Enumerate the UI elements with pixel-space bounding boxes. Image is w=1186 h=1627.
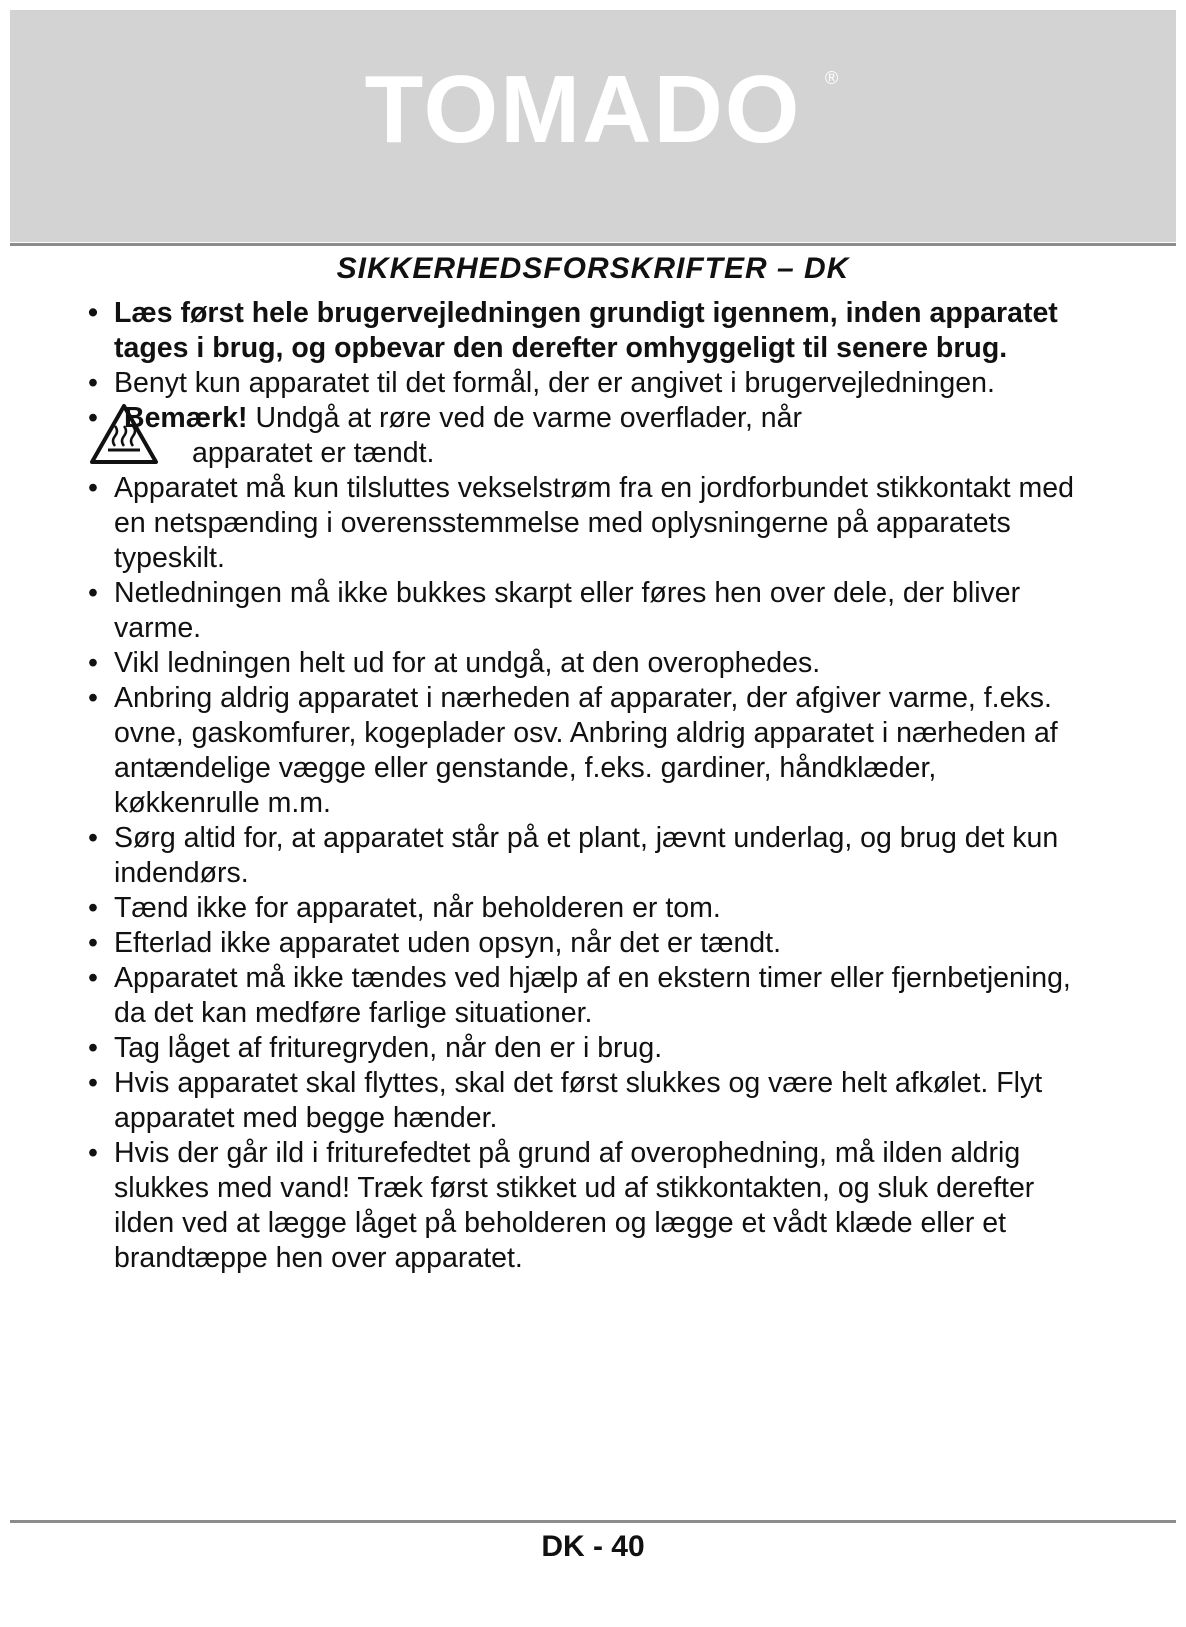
item-text: Sørg altid for, at apparatet står på et plant, jævnt underlag, og brug det kun indendørs.	[114, 822, 1059, 889]
bullet: •	[88, 647, 98, 679]
bullet: •	[88, 892, 98, 924]
bullet: •	[88, 682, 98, 714]
list-item	[88, 681, 1088, 821]
item-text: Apparatet må kun tilsluttes vekselstrøm fra en jordforbundet stikkontakt med en netspænding i overensstemmelse med oplysningerne på apparatets typeskilt.	[114, 472, 1074, 574]
list-item	[88, 1031, 1088, 1066]
list-item	[88, 646, 1088, 681]
brand-name: TOMADO	[364, 56, 802, 163]
item-text: Hvis apparatet skal flyttes, skal det først slukkes og være helt afkølet. Flyt apparatet med begge hænder.	[114, 1067, 1043, 1134]
item-text: Tag låget af frituregryden, når den er i brug.	[114, 1032, 663, 1064]
list-item	[88, 926, 1088, 961]
list-item	[88, 471, 1088, 576]
list-item	[88, 296, 1088, 366]
brand-logo	[10, 0, 1176, 232]
header-divider	[10, 243, 1176, 246]
section-title: SIKKERHEDSFORSKRIFTER – DK	[336, 252, 850, 285]
hot-surface-warning-icon	[88, 402, 160, 466]
item-text: Tænd ikke for apparatet, når beholderen er tom.	[114, 892, 721, 924]
item-text: Hvis der går ild i friturefedtet på grund af overophedning, må ilden aldrig slukkes med vand! Træk først stikket ud af stikkontakten, og sluk derefter ilden ved at lægge låget på beholderen og lægge et vådt klæde eller et brandtæppe hen over apparatet.	[114, 1137, 1035, 1274]
bullet: •	[88, 1067, 98, 1099]
bullet: •	[88, 822, 98, 854]
item-text: Efterlad ikke apparatet uden opsyn, når det er tændt.	[114, 927, 781, 959]
bullet: •	[88, 367, 98, 399]
warning-continuation: apparatet er tændt.	[192, 437, 435, 469]
item-text: Læs først hele brugervejledningen grundigt igennem, inden apparatet tages i brug, og opbevar den derefter omhyggeligt til senere brug.	[114, 297, 1058, 364]
item-text: Apparatet må ikke tændes ved hjælp af en ekstern timer eller fjernbetjening, da det kan medføre farlige situationer.	[114, 962, 1071, 1029]
list-item	[88, 1136, 1088, 1276]
bullet: •	[88, 472, 98, 504]
bullet: •	[88, 402, 98, 434]
bullet: •	[88, 1137, 98, 1169]
item-text: Netledningen må ikke bukkes skarpt eller føres hen over dele, der bliver varme.	[114, 577, 1021, 644]
bullet: •	[88, 577, 98, 609]
bullet: •	[88, 962, 98, 994]
item-text: Undgå at røre ved de varme overflader, når	[255, 402, 802, 434]
item-text: Benyt kun apparatet til det formål, der er angivet i brugervejledningen.	[114, 367, 995, 399]
warning-label: Bemærk!	[124, 402, 248, 434]
bullet: •	[88, 1032, 98, 1064]
list-item	[88, 1066, 1088, 1136]
list-item-warning	[88, 401, 1088, 471]
list-item	[88, 821, 1088, 891]
list-item	[88, 961, 1088, 1031]
registered-mark: ®	[825, 68, 839, 88]
tomado-logo	[313, 0, 873, 232]
item-text: Vikl ledningen helt ud for at undgå, at den overophedes.	[114, 647, 821, 679]
item-text: Anbring aldrig apparatet i nærheden af apparater, der afgiver varme, f.eks. ovne, gaskomfurer, kogeplader osv. Anbring aldrig apparatet i nærheden af antændelige vægge eller genstande, f.eks. gardiner, håndklæder, køkkenrulle m.m.	[114, 682, 1058, 819]
page-number: DK - 40	[541, 1530, 645, 1563]
bullet: •	[88, 927, 98, 959]
list-item	[88, 366, 1088, 401]
footer-divider	[10, 1520, 1176, 1523]
bullet: •	[88, 297, 98, 329]
list-item	[88, 576, 1088, 646]
safety-instructions-list	[88, 296, 1088, 1276]
list-item	[88, 891, 1088, 926]
